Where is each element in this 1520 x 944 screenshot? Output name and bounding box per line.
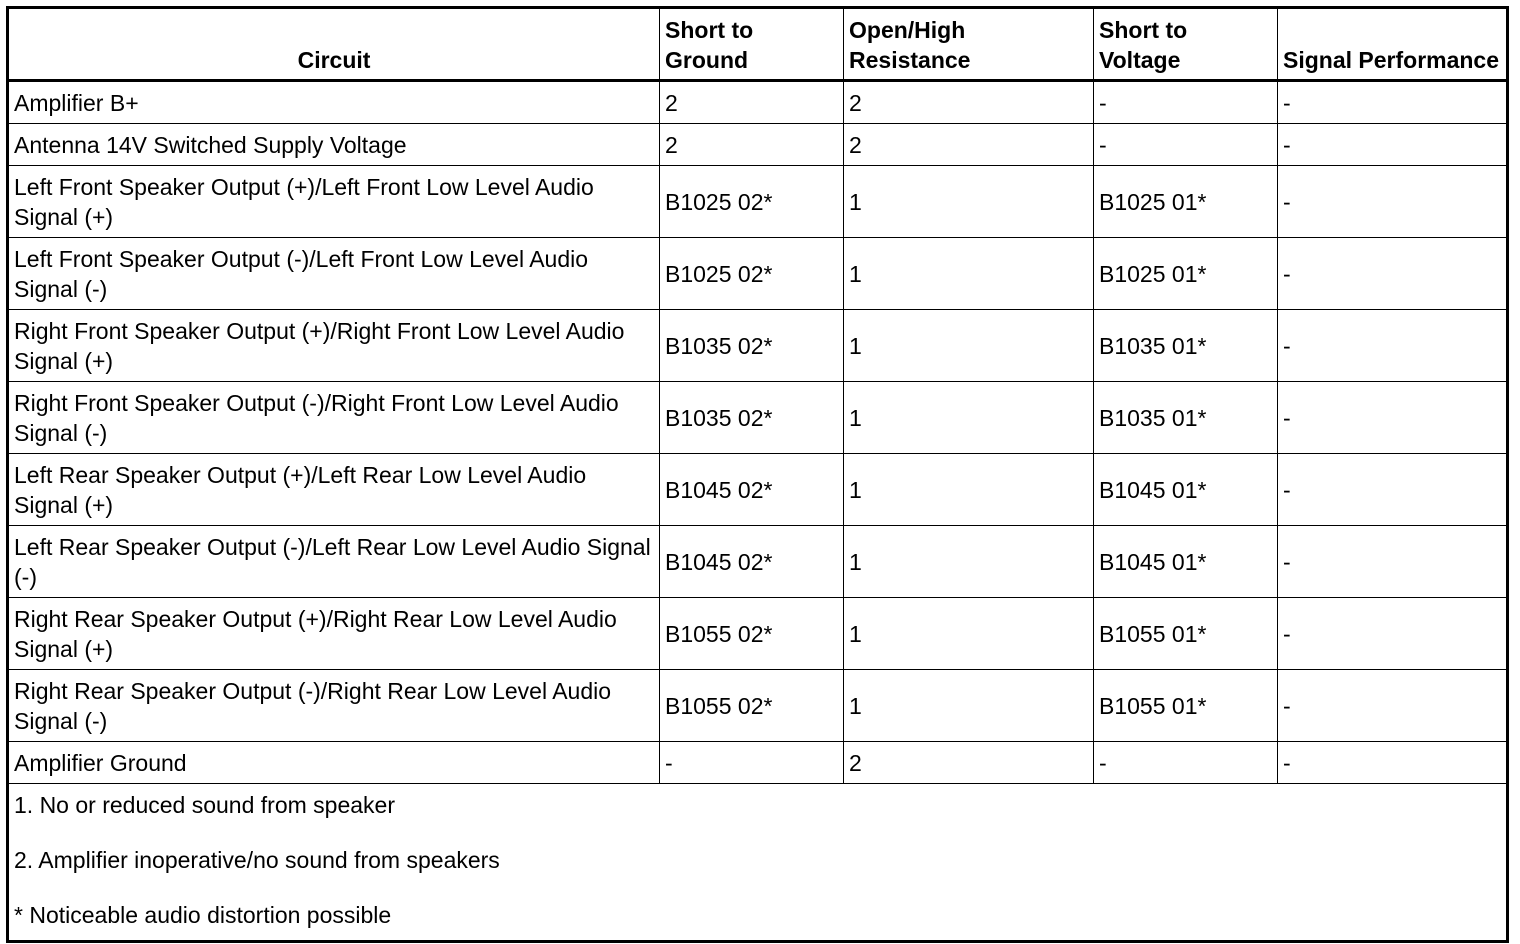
short-to-voltage-cell: B1055 01*	[1094, 670, 1278, 742]
circuit-cell: Right Rear Speaker Output (+)/Right Rear Low Level Audio Signal (+)	[8, 598, 660, 670]
footnote-1: 1. No or reduced sound from speaker	[14, 792, 395, 818]
notes-row	[8, 784, 1508, 942]
header-row	[8, 8, 1508, 81]
short-to-voltage-cell: -	[1094, 742, 1278, 784]
signal-performance-cell: -	[1278, 454, 1508, 526]
table-row	[8, 454, 1508, 526]
short-to-voltage-cell: -	[1094, 124, 1278, 166]
open-high-resistance-cell: 1	[844, 670, 1094, 742]
table-row	[8, 598, 1508, 670]
column-header-short-to-voltage: Short to Voltage	[1094, 8, 1278, 81]
signal-performance-cell: -	[1278, 526, 1508, 598]
signal-performance-cell: -	[1278, 742, 1508, 784]
circuit-cell: Left Rear Speaker Output (+)/Left Rear Low Level Audio Signal (+)	[8, 454, 660, 526]
signal-performance-cell: -	[1278, 670, 1508, 742]
short-to-voltage-cell: B1025 01*	[1094, 238, 1278, 310]
short-to-ground-cell: B1035 02*	[660, 382, 844, 454]
short-to-voltage-cell: B1025 01*	[1094, 166, 1278, 238]
circuit-cell: Antenna 14V Switched Supply Voltage	[8, 124, 660, 166]
column-header-short-to-ground: Short to Ground	[660, 8, 844, 81]
table-row	[8, 670, 1508, 742]
open-high-resistance-cell: 1	[844, 238, 1094, 310]
open-high-resistance-cell: 1	[844, 454, 1094, 526]
table-row	[8, 742, 1508, 784]
short-to-ground-cell: B1055 02*	[660, 598, 844, 670]
short-to-voltage-cell: B1035 01*	[1094, 382, 1278, 454]
circuit-cell: Left Front Speaker Output (-)/Left Front Low Level Audio Signal (-)	[8, 238, 660, 310]
short-to-ground-cell: B1035 02*	[660, 310, 844, 382]
short-to-ground-cell: 2	[660, 81, 844, 124]
table-row	[8, 124, 1508, 166]
table-row	[8, 526, 1508, 598]
short-to-ground-cell: 2	[660, 124, 844, 166]
signal-performance-cell: -	[1278, 81, 1508, 124]
open-high-resistance-cell: 1	[844, 598, 1094, 670]
short-to-voltage-cell: B1045 01*	[1094, 526, 1278, 598]
table-row	[8, 310, 1508, 382]
signal-performance-cell: -	[1278, 166, 1508, 238]
column-header-signal-performance: Signal Performance	[1278, 8, 1508, 81]
signal-performance-cell: -	[1278, 382, 1508, 454]
open-high-resistance-cell: 1	[844, 526, 1094, 598]
open-high-resistance-cell: 1	[844, 382, 1094, 454]
column-header-open-high-resistance: Open/High Resistance	[844, 8, 1094, 81]
circuit-cell: Amplifier Ground	[8, 742, 660, 784]
table-row	[8, 81, 1508, 124]
circuit-diagnostic-table	[6, 6, 1509, 943]
open-high-resistance-cell: 2	[844, 124, 1094, 166]
circuit-cell: Amplifier B+	[8, 81, 660, 124]
short-to-ground-cell: B1055 02*	[660, 670, 844, 742]
open-high-resistance-cell: 1	[844, 166, 1094, 238]
signal-performance-cell: -	[1278, 238, 1508, 310]
footnote-2: 2. Amplifier inoperative/no sound from speakers	[14, 847, 500, 873]
short-to-ground-cell: B1045 02*	[660, 526, 844, 598]
table-row	[8, 238, 1508, 310]
short-to-voltage-cell: B1035 01*	[1094, 310, 1278, 382]
open-high-resistance-cell: 2	[844, 742, 1094, 784]
short-to-voltage-cell: B1045 01*	[1094, 454, 1278, 526]
open-high-resistance-cell: 1	[844, 310, 1094, 382]
short-to-voltage-cell: B1055 01*	[1094, 598, 1278, 670]
short-to-ground-cell: -	[660, 742, 844, 784]
open-high-resistance-cell: 2	[844, 81, 1094, 124]
short-to-ground-cell: B1025 02*	[660, 166, 844, 238]
signal-performance-cell: -	[1278, 310, 1508, 382]
table-row	[8, 166, 1508, 238]
column-header-circuit: Circuit	[8, 8, 660, 81]
signal-performance-cell: -	[1278, 598, 1508, 670]
short-to-ground-cell: B1045 02*	[660, 454, 844, 526]
circuit-cell: Left Front Speaker Output (+)/Left Front Low Level Audio Signal (+)	[8, 166, 660, 238]
circuit-cell: Right Rear Speaker Output (-)/Right Rear Low Level Audio Signal (-)	[8, 670, 660, 742]
signal-performance-cell: -	[1278, 124, 1508, 166]
short-to-voltage-cell: -	[1094, 81, 1278, 124]
footnotes	[8, 784, 1508, 942]
circuit-cell: Right Front Speaker Output (+)/Right Front Low Level Audio Signal (+)	[8, 310, 660, 382]
circuit-cell: Right Front Speaker Output (-)/Right Front Low Level Audio Signal (-)	[8, 382, 660, 454]
footnote-asterisk: * Noticeable audio distortion possible	[14, 902, 392, 928]
short-to-ground-cell: B1025 02*	[660, 238, 844, 310]
circuit-cell: Left Rear Speaker Output (-)/Left Rear Low Level Audio Signal (-)	[8, 526, 660, 598]
table-row	[8, 382, 1508, 454]
